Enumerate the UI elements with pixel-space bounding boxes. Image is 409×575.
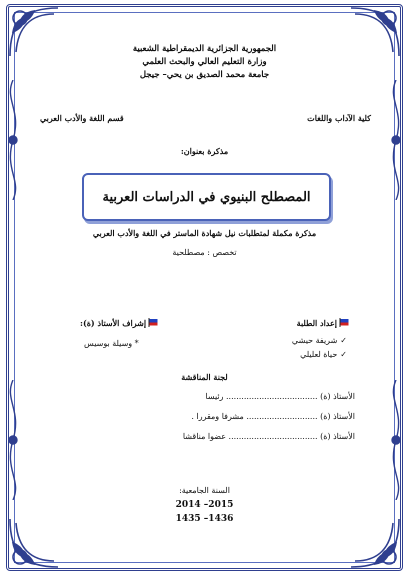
students-label-row bbox=[297, 318, 349, 328]
committee-dots: ............................ bbox=[246, 412, 318, 421]
committee-label: لجنة المناقشة bbox=[181, 372, 228, 382]
thesis-title: المصطلح البنيوي في الدراسات العربية bbox=[102, 189, 311, 205]
committee-role: مشرفا ومقررا . bbox=[191, 412, 244, 421]
academic-year-gregorian: 2014 –2015 bbox=[175, 500, 234, 510]
committee-row bbox=[191, 412, 355, 421]
decorative-inner-border bbox=[14, 12, 395, 563]
thesis-subtitle: مذكرة مكملة لمتطلبات نيل شهادة الماستر في اللغة والأدب العربي bbox=[92, 228, 317, 238]
student-name-1: شريفة حيشي bbox=[291, 336, 338, 345]
committee-prefix: الأستاذ (ة) bbox=[320, 432, 355, 441]
supervisor-label: إشراف الأستاذ (ة): bbox=[80, 318, 147, 328]
check-mark-icon: ✓ bbox=[340, 336, 347, 345]
thesis-title-box bbox=[82, 173, 331, 221]
academic-year-hijri: 1435 –1436 bbox=[175, 514, 234, 524]
side-ornament-right-icon bbox=[385, 80, 407, 204]
committee-role: رئيسا bbox=[205, 392, 224, 401]
committee-prefix: الأستاذ (ة) bbox=[320, 412, 355, 421]
header-university: جامعة محمد الصديق بن يحي– جيجل bbox=[139, 70, 270, 80]
student-name-2: حياة لعليلي bbox=[300, 350, 338, 359]
specialty: تخصص : مصطلحية bbox=[172, 248, 237, 257]
memo-label: مذكرة بعنوان: bbox=[180, 146, 229, 156]
committee-dots: ................................... bbox=[228, 432, 318, 441]
student-name-row bbox=[292, 336, 347, 345]
header-ministry: وزارة التعليم العالي والبحث العلمي bbox=[142, 57, 267, 67]
department-name: قسم اللغة والأدب العربي bbox=[40, 113, 124, 123]
students-label: إعداد الطلبة bbox=[296, 318, 337, 328]
side-ornament-left-icon bbox=[2, 80, 24, 204]
committee-prefix: الأستاذ (ة) bbox=[320, 392, 355, 401]
faculty-name: كلية الآداب واللغات bbox=[307, 113, 371, 123]
student-name-row bbox=[300, 350, 347, 359]
supervisor-name: * وسيلة بوسيس bbox=[84, 339, 139, 348]
flag-bullet-icon bbox=[339, 318, 349, 327]
committee-row bbox=[205, 392, 355, 401]
header-republic: الجمهورية الجزائرية الديمقراطية الشعبية bbox=[132, 44, 277, 54]
committee-row bbox=[183, 432, 355, 441]
check-mark-icon: ✓ bbox=[340, 350, 347, 359]
flag-bullet-icon bbox=[148, 318, 158, 327]
committee-dots: .................................... bbox=[226, 392, 318, 401]
academic-year-label: السنة الجامعية: bbox=[179, 486, 230, 495]
supervisor-label-row bbox=[80, 318, 158, 328]
committee-role: عضوا مناقشا bbox=[182, 432, 226, 441]
